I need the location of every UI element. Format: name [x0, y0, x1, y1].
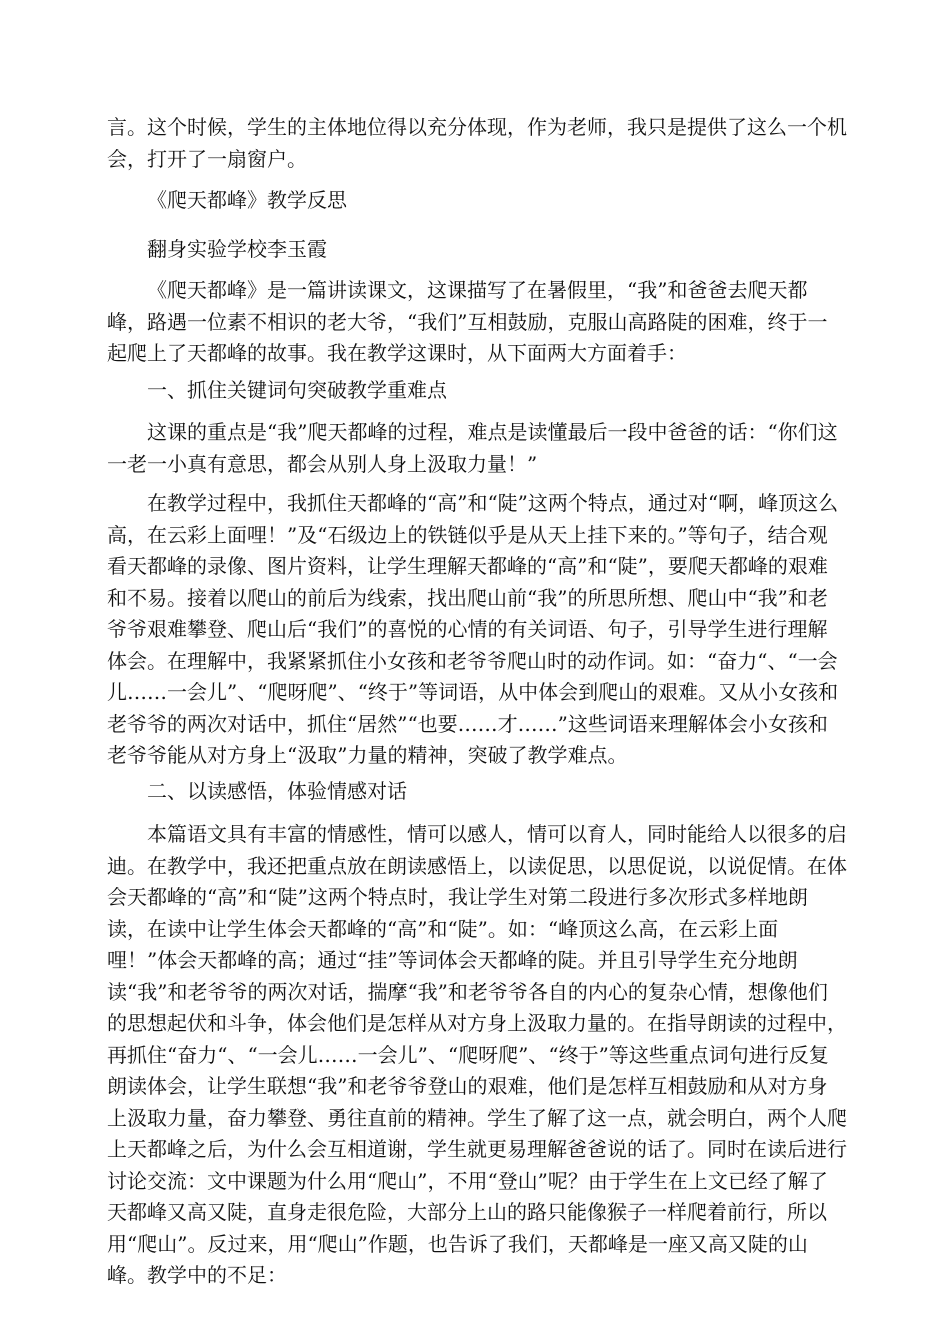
section-heading-2: 二、以读感悟，体验情感对话	[147, 779, 407, 803]
paragraph-continuation: 言。这个时候，学生的主体地位得以充分体现，作为老师，我只是提供了这么一个机会，打开了一扇窗户。	[107, 115, 847, 171]
author-line: 翻身实验学校李玉霞	[147, 237, 327, 261]
paragraph-key-points: 这课的重点是“我”爬天都峰的过程，难点是读懂最后一段中爸爸的话：“你们这一老一小真有意思，都会从别人身上汲取力量！”	[107, 420, 838, 476]
article-title: 《爬天都峰》教学反思	[147, 188, 347, 212]
section-heading-1: 一、抓住关键词句突破教学重难点	[147, 378, 447, 402]
paragraph-teaching-process: 在教学过程中，我抓住天都峰的“高”和“陡”这两个特点，通过对“啊，峰顶这么高，在云彩上面哩！”及“石级边上的铁链似乎是从天上挂下来的。”等句子，结合观看天都峰的录像、图片资料，让学生理解天都峰的“高”和“陡”，要爬天都峰的艰难和不易。接着以爬山的前后为线索，找出爬山前“我”的所思所想、爬山中“我”和老爷爷艰难攀登、爬山后“我们”的喜悦的心情的有关词语、句子，引导学生进行理解体会。在理解中，我紧紧抓住小女孩和老爷爷爬山时的动作词。如：“奋力“、“一会儿……一会儿”、“爬呀爬”、“终于”等词语，从中体会到爬山的艰难。又从小女孩和老爷爷的两次对话中，抓住“居然”“也要……才……”这些词语来理解体会小女孩和老爷爷能从对方身上“汲取”力量的精神，突破了教学难点。	[107, 491, 839, 767]
paragraph-intro: 《爬天都峰》是一篇讲读课文，这课描写了在暑假里，“我”和爸爸去爬天都峰，路遇一位素不相识的老大爷，“我们”互相鼓励，克服山高路陡的困难，终于一起爬上了天都峰的故事。我在教学这课时，从下面两大方面着手：	[107, 278, 828, 365]
paragraph-reading-comprehension: 本篇语文具有丰富的情感性，情可以感人，情可以育人，同时能给人以很多的启迪。在教学中，我还把重点放在朗读感悟上，以读促思，以思促说，以说促情。在体会天都峰的“高”和“陡”这两个特点时，我让学生对第二段进行多次形式多样地朗读，在读中让学生体会天都峰的“高”和“陡”。如：“峰顶这么高，在云彩上面哩！”体会天都峰的高；通过“挂”等词体会天都峰的陡。并且引导学生充分地朗读“我”和老爷爷的两次对话，揣摩“我”和老爷爷各自的内心的复杂心情，想像他们的思想起伏和斗争，体会他们是怎样从对方身上汲取力量的。在指导朗读的过程中，再抓住“奋力“、“一会儿……一会儿”、“爬呀爬”、“终于”等这些重点词句进行反复朗读体会，让学生联想“我”和老爷爷登山的艰难，他们是怎样互相鼓励和从对方身上汲取力量，奋力攀登、勇往直前的精神。学生了解了这一点，就会明白，两个人爬上天都峰之后，为什么会互相道谢，学生就更易理解爸爸说的话了。同时在读后进行讨论交流：文中课题为什么用“爬山”，不用“登山”呢？由于学生在上文已经了解了天都峰又高又陡，直身走很危险，大部分上山的路只能像猴子一样爬着前行，所以用“爬山”。反过来，用“爬山”作题，也告诉了我们，天都峰是一座又高又陡的山峰。教学中的不足：	[107, 822, 847, 1287]
